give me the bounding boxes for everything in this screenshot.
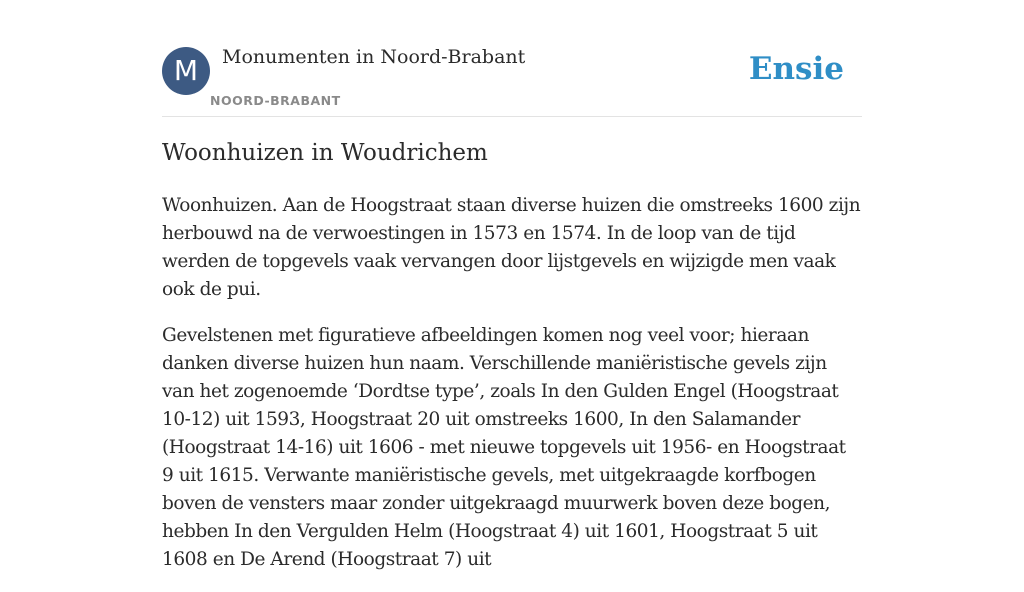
category-link[interactable]: NOORD-BRABANT bbox=[210, 93, 341, 108]
header bbox=[162, 0, 862, 117]
page bbox=[162, 0, 862, 570]
brand-logo[interactable]: Ensie bbox=[748, 51, 844, 87]
article-paragraph: Woonhuizen. Aan de Hoogstraat staan diverse huizen die omstreeks 1600 zijn herbouwd na de verwoestingen in 1573 en 1574. In de loop van de tijd werden de topgevels vaak vervangen door lijstgevels en wijzigde men vaak ook de pui. bbox=[162, 195, 861, 300]
article-body bbox=[162, 192, 862, 592]
site-name-link[interactable]: Monumenten in Noord-Brabant bbox=[222, 46, 526, 68]
article-title: Woonhuizen in Woudrichem bbox=[162, 140, 488, 166]
avatar[interactable]: M bbox=[162, 47, 210, 95]
article-paragraph: Gevelstenen met figuratieve afbeeldingen komen nog veel voor; hieraan danken diverse huizen hun naam. Verschillende maniëristische gevels zijn van het zogenoemde ‘Dordtse type’, zoals In den Gulden Engel (Hoogstraat 10-12) uit 1593, Hoogstraat 20 uit omstreeks 1600, In den Salamander (Hoogstraat 14-16) uit 1606 - met nieuwe topgevels uit 1956- en Hoogstraat 9 uit 1615. Verwante maniëristische gevels, met uitgekraagde korfbogen boven de vensters maar zonder uitgekraagd muurwerk boven deze bogen, hebben In den Vergulden Helm (Hoogstraat 4) uit 1601, Hoogstraat 5 uit 1608 en De Arend (Hoogstraat 7) uit bbox=[162, 325, 846, 570]
